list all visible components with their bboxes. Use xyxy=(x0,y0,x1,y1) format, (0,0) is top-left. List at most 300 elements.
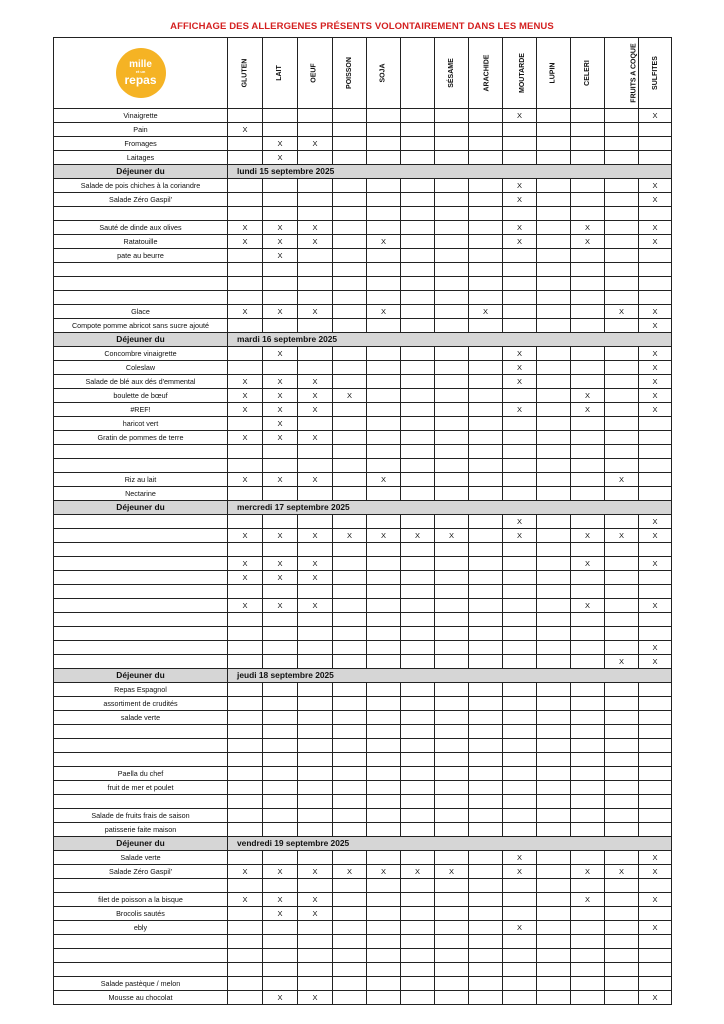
allergen-cell xyxy=(537,725,571,739)
allergen-cell xyxy=(367,921,401,935)
allergen-mark: X xyxy=(242,866,248,876)
allergen-cell xyxy=(401,781,435,795)
allergen-cell xyxy=(228,921,263,935)
allergen-cell xyxy=(228,949,263,963)
allergen-cell xyxy=(605,431,639,445)
dish-row xyxy=(54,263,672,277)
allergen-cell xyxy=(298,725,333,739)
allergen-cell xyxy=(469,151,503,165)
allergen-cell xyxy=(367,277,401,291)
allergen-cell xyxy=(537,473,571,487)
allergen-cell xyxy=(435,907,469,921)
dish-name: assortiment de crudités xyxy=(54,697,228,711)
allergen-cell xyxy=(469,459,503,473)
allergen-cell xyxy=(503,977,537,991)
allergen-cell xyxy=(367,907,401,921)
allergen-cell xyxy=(469,935,503,949)
allergen-mark: X xyxy=(312,306,318,316)
allergen-header xyxy=(639,38,672,109)
dish-name xyxy=(54,291,228,305)
allergen-cell xyxy=(298,907,333,921)
allergen-cell xyxy=(469,403,503,417)
allergen-cell xyxy=(263,109,298,123)
allergen-cell xyxy=(469,445,503,459)
allergen-cell xyxy=(263,403,298,417)
allergen-cell xyxy=(537,641,571,655)
allergen-cell xyxy=(639,361,672,375)
allergen-cell xyxy=(605,557,639,571)
allergen-cell xyxy=(401,459,435,473)
allergen-cell xyxy=(263,207,298,221)
allergen-table xyxy=(53,37,672,1005)
dish-name xyxy=(54,641,228,655)
allergen-cell xyxy=(263,907,298,921)
allergen-cell xyxy=(401,137,435,151)
dish-row xyxy=(54,277,672,291)
allergen-cell xyxy=(571,697,605,711)
allergen-cell xyxy=(571,221,605,235)
allergen-mark: X xyxy=(380,530,386,540)
allergen-cell xyxy=(639,823,672,837)
allergen-cell xyxy=(639,515,672,529)
allergen-cell xyxy=(571,375,605,389)
dish-row xyxy=(54,543,672,557)
allergen-cell xyxy=(367,207,401,221)
allergen-cell xyxy=(435,963,469,977)
allergen-cell xyxy=(469,767,503,781)
allergen-cell xyxy=(263,375,298,389)
allergen-cell xyxy=(605,879,639,893)
dish-row xyxy=(54,711,672,725)
dish-name: Nectarine xyxy=(54,487,228,501)
allergen-cell xyxy=(503,263,537,277)
allergen-mark: X xyxy=(312,530,318,540)
allergen-header-label: SÉSAME xyxy=(447,58,455,89)
allergen-mark: X xyxy=(242,600,248,610)
allergen-cell xyxy=(333,865,367,879)
dish-row xyxy=(54,795,672,809)
allergen-cell xyxy=(469,571,503,585)
allergen-cell xyxy=(537,949,571,963)
allergen-cell xyxy=(435,571,469,585)
allergen-cell xyxy=(263,487,298,501)
allergen-cell xyxy=(435,921,469,935)
allergen-cell xyxy=(503,417,537,431)
allergen-cell xyxy=(298,781,333,795)
dish-row xyxy=(54,851,672,865)
allergen-cell xyxy=(298,893,333,907)
allergen-cell xyxy=(401,599,435,613)
allergen-cell xyxy=(263,739,298,753)
allergen-cell xyxy=(367,599,401,613)
allergen-cell xyxy=(639,893,672,907)
allergen-cell xyxy=(298,431,333,445)
allergen-cell xyxy=(435,879,469,893)
dish-row xyxy=(54,907,672,921)
allergen-cell xyxy=(298,599,333,613)
allergen-cell xyxy=(298,193,333,207)
allergen-cell xyxy=(263,417,298,431)
allergen-cell xyxy=(605,977,639,991)
dish-name: Salade Zéro Gaspil' xyxy=(54,193,228,207)
allergen-cell xyxy=(435,739,469,753)
allergen-cell xyxy=(333,207,367,221)
allergen-cell xyxy=(435,641,469,655)
allergen-cell xyxy=(333,991,367,1005)
allergen-cell xyxy=(333,277,367,291)
allergen-cell xyxy=(503,767,537,781)
allergen-cell xyxy=(435,865,469,879)
allergen-cell xyxy=(263,347,298,361)
allergen-cell xyxy=(263,361,298,375)
allergen-cell xyxy=(639,221,672,235)
allergen-cell xyxy=(333,683,367,697)
dish-row xyxy=(54,319,672,333)
allergen-header-label: LAIT xyxy=(275,65,283,82)
allergen-cell xyxy=(228,683,263,697)
allergen-cell xyxy=(333,193,367,207)
allergen-cell xyxy=(605,487,639,501)
allergen-cell xyxy=(298,991,333,1005)
dish-name: Mousse au chocolat xyxy=(54,991,228,1005)
allergen-cell xyxy=(367,809,401,823)
allergen-cell xyxy=(435,123,469,137)
allergen-mark: X xyxy=(277,908,283,918)
allergen-cell xyxy=(435,375,469,389)
allergen-cell xyxy=(333,515,367,529)
dish-row xyxy=(54,683,672,697)
allergen-cell xyxy=(263,557,298,571)
allergen-cell xyxy=(469,627,503,641)
allergen-cell xyxy=(469,585,503,599)
allergen-cell xyxy=(333,263,367,277)
allergen-cell xyxy=(639,613,672,627)
allergen-cell xyxy=(263,851,298,865)
allergen-cell xyxy=(333,347,367,361)
allergen-cell xyxy=(537,655,571,669)
allergen-cell xyxy=(263,641,298,655)
allergen-cell xyxy=(469,263,503,277)
allergen-cell xyxy=(298,963,333,977)
allergen-cell xyxy=(228,585,263,599)
day-header-date: mardi 16 septembre 2025 xyxy=(228,333,672,347)
allergen-cell xyxy=(228,963,263,977)
dish-name: Concombre vinaigrette xyxy=(54,347,228,361)
allergen-cell xyxy=(367,557,401,571)
allergen-cell xyxy=(333,557,367,571)
allergen-cell xyxy=(435,403,469,417)
allergen-cell xyxy=(228,879,263,893)
allergen-cell xyxy=(571,725,605,739)
allergen-cell xyxy=(401,403,435,417)
dish-name xyxy=(54,795,228,809)
allergen-cell xyxy=(228,137,263,151)
allergen-cell xyxy=(298,795,333,809)
allergen-cell xyxy=(639,851,672,865)
allergen-cell xyxy=(401,809,435,823)
allergen-cell xyxy=(333,977,367,991)
dish-row xyxy=(54,935,672,949)
allergen-cell xyxy=(367,137,401,151)
allergen-cell xyxy=(469,655,503,669)
allergen-cell xyxy=(228,557,263,571)
allergen-cell xyxy=(435,347,469,361)
allergen-mark: X xyxy=(652,866,658,876)
allergen-header-label: OEUF xyxy=(310,63,318,84)
allergen-mark: X xyxy=(652,600,658,610)
allergen-cell xyxy=(367,375,401,389)
allergen-cell xyxy=(298,921,333,935)
allergen-cell xyxy=(503,347,537,361)
dish-row xyxy=(54,473,672,487)
allergen-cell xyxy=(298,375,333,389)
allergen-header xyxy=(537,38,571,109)
allergen-mark: X xyxy=(242,432,248,442)
allergen-mark: X xyxy=(652,992,658,1002)
allergen-mark: X xyxy=(242,558,248,568)
allergen-cell xyxy=(401,151,435,165)
allergen-cell xyxy=(537,235,571,249)
allergen-cell xyxy=(469,487,503,501)
allergen-cell xyxy=(228,725,263,739)
allergen-mark: X xyxy=(312,600,318,610)
allergen-cell xyxy=(435,543,469,557)
allergen-cell xyxy=(263,655,298,669)
allergen-cell xyxy=(435,725,469,739)
allergen-cell xyxy=(298,235,333,249)
allergen-cell xyxy=(639,305,672,319)
allergen-cell xyxy=(367,361,401,375)
allergen-cell xyxy=(333,361,367,375)
allergen-cell xyxy=(639,739,672,753)
allergen-cell xyxy=(639,403,672,417)
allergen-cell xyxy=(571,641,605,655)
allergen-cell xyxy=(435,137,469,151)
allergen-cell xyxy=(401,277,435,291)
allergen-cell xyxy=(333,697,367,711)
allergen-mark: X xyxy=(312,138,318,148)
allergen-cell xyxy=(503,795,537,809)
allergen-mark: X xyxy=(584,530,590,540)
allergen-cell xyxy=(298,221,333,235)
allergen-cell xyxy=(639,711,672,725)
allergen-cell xyxy=(605,991,639,1005)
allergen-cell xyxy=(333,627,367,641)
dish-name xyxy=(54,571,228,585)
allergen-cell xyxy=(333,249,367,263)
allergen-cell xyxy=(537,697,571,711)
allergen-mark: X xyxy=(312,404,318,414)
allergen-cell xyxy=(333,291,367,305)
allergen-cell xyxy=(537,613,571,627)
allergen-cell xyxy=(605,767,639,781)
allergen-mark: X xyxy=(380,474,386,484)
allergen-cell xyxy=(298,753,333,767)
allergen-cell xyxy=(333,417,367,431)
allergen-cell xyxy=(503,179,537,193)
allergen-cell xyxy=(537,347,571,361)
allergen-cell xyxy=(228,123,263,137)
allergen-cell xyxy=(228,641,263,655)
allergen-cell xyxy=(263,515,298,529)
allergen-cell xyxy=(605,949,639,963)
allergen-cell xyxy=(298,263,333,277)
allergen-cell xyxy=(367,403,401,417)
allergen-mark: X xyxy=(312,222,318,232)
allergen-cell xyxy=(333,235,367,249)
dish-name: Glace xyxy=(54,305,228,319)
allergen-cell xyxy=(367,529,401,543)
allergen-cell xyxy=(435,697,469,711)
allergen-cell xyxy=(263,823,298,837)
allergen-cell xyxy=(605,823,639,837)
dish-row xyxy=(54,529,672,543)
dish-name: Salade de pois chiches à la coriandre xyxy=(54,179,228,193)
allergen-cell xyxy=(469,893,503,907)
day-header-label: Déjeuner du xyxy=(54,669,228,683)
dish-name: fruit de mer et poulet xyxy=(54,781,228,795)
allergen-cell xyxy=(605,347,639,361)
allergen-cell xyxy=(639,781,672,795)
allergen-mark: X xyxy=(380,306,386,316)
dish-name: filet de poisson a la bisque xyxy=(54,893,228,907)
allergen-cell xyxy=(469,347,503,361)
allergen-cell xyxy=(503,109,537,123)
allergen-cell xyxy=(435,823,469,837)
allergen-cell xyxy=(298,571,333,585)
allergen-cell xyxy=(537,417,571,431)
allergen-cell xyxy=(263,725,298,739)
allergen-mark: X xyxy=(652,894,658,904)
allergen-mark: X xyxy=(584,390,590,400)
allergen-cell xyxy=(263,795,298,809)
allergen-header-label: GLUTEN xyxy=(240,59,248,88)
allergen-cell xyxy=(503,403,537,417)
allergen-cell xyxy=(367,347,401,361)
allergen-cell xyxy=(435,977,469,991)
allergen-cell xyxy=(503,459,537,473)
allergen-cell xyxy=(571,781,605,795)
allergen-cell xyxy=(639,627,672,641)
allergen-cell xyxy=(605,151,639,165)
allergen-cell xyxy=(298,655,333,669)
allergen-cell xyxy=(639,977,672,991)
allergen-cell xyxy=(639,151,672,165)
allergen-cell xyxy=(401,473,435,487)
allergen-cell xyxy=(503,683,537,697)
allergen-cell xyxy=(639,389,672,403)
allergen-cell xyxy=(639,963,672,977)
dish-row xyxy=(54,557,672,571)
allergen-cell xyxy=(639,277,672,291)
allergen-cell xyxy=(503,879,537,893)
allergen-cell xyxy=(469,823,503,837)
allergen-cell xyxy=(503,921,537,935)
allergen-cell xyxy=(298,305,333,319)
dish-row xyxy=(54,417,672,431)
allergen-cell xyxy=(435,809,469,823)
allergen-mark: X xyxy=(277,390,283,400)
allergen-mark: X xyxy=(618,474,624,484)
allergen-header xyxy=(435,38,469,109)
allergen-cell xyxy=(367,585,401,599)
dish-row xyxy=(54,991,672,1005)
allergen-cell xyxy=(333,109,367,123)
allergen-mark: X xyxy=(242,530,248,540)
allergen-cell xyxy=(228,305,263,319)
allergen-cell xyxy=(435,557,469,571)
allergen-cell xyxy=(503,935,537,949)
allergen-cell xyxy=(298,389,333,403)
allergen-header-label: LUPIN xyxy=(549,62,557,84)
allergen-cell xyxy=(469,137,503,151)
allergen-mark: X xyxy=(652,852,658,862)
allergen-mark: X xyxy=(346,530,352,540)
allergen-cell xyxy=(469,515,503,529)
allergen-cell xyxy=(333,893,367,907)
allergen-cell xyxy=(367,949,401,963)
allergen-cell xyxy=(605,921,639,935)
allergen-cell xyxy=(639,445,672,459)
allergen-cell xyxy=(639,473,672,487)
allergen-cell xyxy=(503,305,537,319)
allergen-header-label: POISSON xyxy=(345,57,353,90)
allergen-cell xyxy=(639,459,672,473)
allergen-cell xyxy=(503,641,537,655)
allergen-header-label: MOUTARDE xyxy=(518,53,526,94)
day-header-date: lundi 15 septembre 2025 xyxy=(228,165,672,179)
allergen-cell xyxy=(537,739,571,753)
allergen-cell xyxy=(605,137,639,151)
allergen-cell xyxy=(469,865,503,879)
allergen-mark: X xyxy=(277,250,283,260)
allergen-header xyxy=(228,38,263,109)
allergen-cell xyxy=(605,809,639,823)
allergen-cell xyxy=(435,935,469,949)
allergen-cell xyxy=(571,109,605,123)
dish-row xyxy=(54,515,672,529)
allergen-cell xyxy=(298,739,333,753)
allergen-cell xyxy=(469,277,503,291)
allergen-cell xyxy=(333,879,367,893)
allergen-cell xyxy=(605,641,639,655)
allergen-cell xyxy=(469,809,503,823)
dish-name: Coleslaw xyxy=(54,361,228,375)
allergen-cell xyxy=(401,347,435,361)
allergen-cell xyxy=(469,739,503,753)
allergen-cell xyxy=(263,291,298,305)
allergen-cell xyxy=(298,109,333,123)
allergen-cell xyxy=(469,529,503,543)
allergen-cell xyxy=(639,193,672,207)
allergen-cell xyxy=(537,207,571,221)
allergen-mark: X xyxy=(448,866,454,876)
allergen-cell xyxy=(263,277,298,291)
allergen-mark: X xyxy=(652,922,658,932)
allergen-cell xyxy=(228,739,263,753)
dish-row xyxy=(54,599,672,613)
allergen-mark: X xyxy=(652,348,658,358)
allergen-cell xyxy=(333,641,367,655)
allergen-cell xyxy=(401,865,435,879)
allergen-cell xyxy=(469,319,503,333)
day-header-row xyxy=(54,333,672,347)
allergen-cell xyxy=(537,179,571,193)
dish-name: salade verte xyxy=(54,711,228,725)
allergen-cell xyxy=(537,361,571,375)
logo-cell xyxy=(54,38,228,109)
dish-name: pate au beurre xyxy=(54,249,228,263)
